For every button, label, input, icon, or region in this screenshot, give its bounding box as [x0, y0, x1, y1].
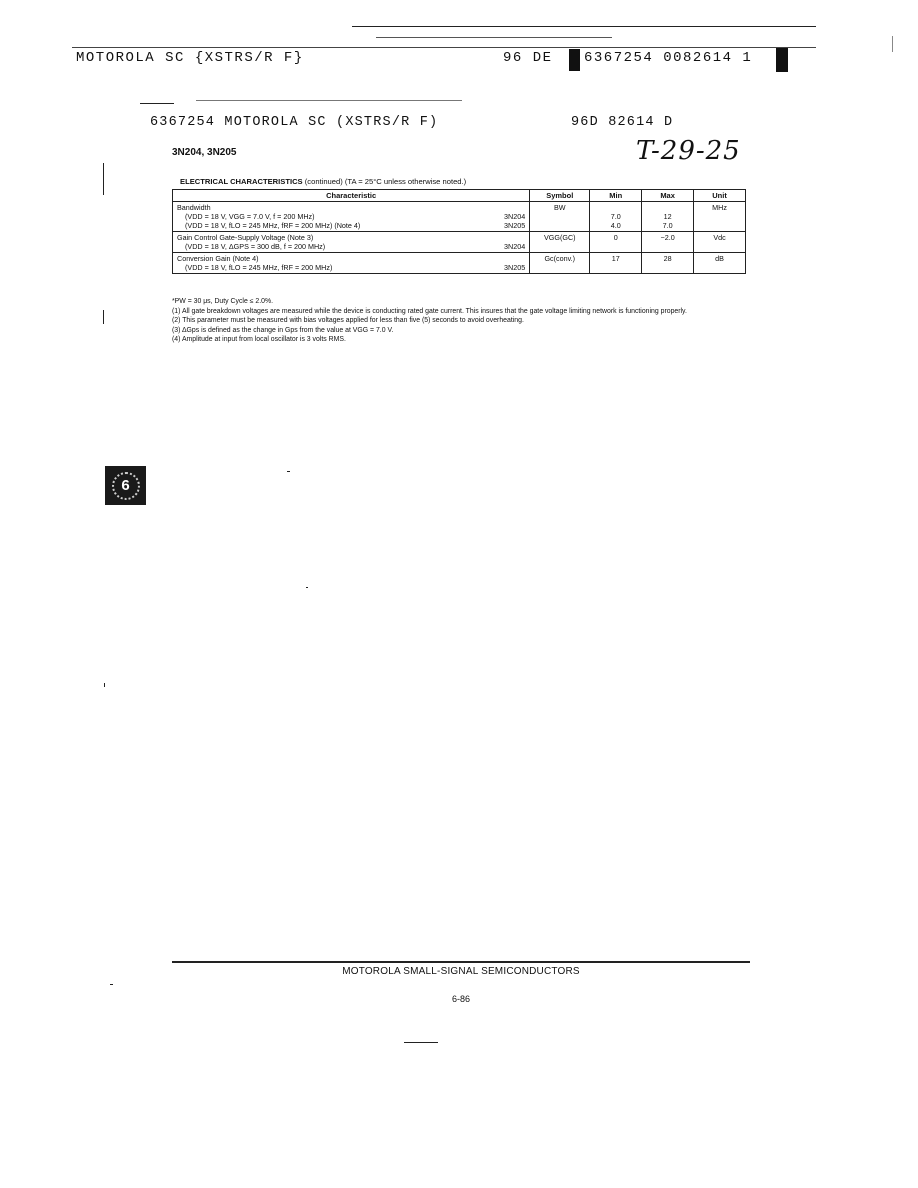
redaction-bar-right	[776, 48, 788, 72]
max-value: 12	[663, 212, 672, 221]
handwritten-code: T-29-25	[636, 136, 741, 166]
row-max: −2.0	[642, 232, 694, 253]
binding-mark	[103, 163, 104, 195]
footnote: (1) All gate breakdown voltages are measured while the device is conducting rated gate current. This insures that the gate voltage limiting network is functioning properly.	[172, 307, 687, 315]
condition-device: 3N204	[504, 242, 526, 251]
max-value: 7.0	[662, 221, 673, 230]
header-rule	[72, 47, 816, 48]
part-numbers: 3N204, 3N205	[172, 147, 237, 158]
col-header-max: Max	[642, 190, 694, 202]
table-row	[173, 232, 746, 253]
col-header-characteristic: Characteristic	[173, 190, 530, 202]
top-header-codes: 6367254 0082614 1	[584, 50, 753, 66]
row-symbol: Gc(conv.)	[530, 253, 590, 274]
condition-line	[177, 242, 525, 251]
footer-rule	[172, 961, 750, 963]
edge-mark	[892, 36, 893, 52]
condition-text: (VDD = 18 V, VGG = 7.0 V, f = 200 MHz)	[185, 212, 315, 221]
section-tab-number: 6	[112, 472, 140, 500]
col-header-symbol: Symbol	[530, 190, 590, 202]
section-tab	[105, 466, 146, 505]
footnote: (2) This parameter must be measured with bias voltages applied for less than five (5) seconds to avoid overheating.	[172, 317, 524, 325]
row-max: 28	[642, 253, 694, 274]
table-caption-conditions: (continued) (TA = 25°C unless otherwise noted.)	[304, 177, 467, 186]
scan-mark	[140, 103, 174, 104]
table-row	[173, 253, 746, 274]
condition-line	[177, 212, 525, 221]
characteristic-label: Conversion Gain (Note 4)	[177, 254, 259, 263]
table-caption	[180, 177, 466, 186]
table-caption-title: ELECTRICAL CHARACTERISTICS	[180, 177, 303, 186]
characteristic-label: Gain Control Gate-Supply Voltage (Note 3)	[177, 233, 314, 242]
row-characteristic	[173, 253, 530, 274]
row-unit: Vdc	[694, 232, 746, 253]
row-symbol: VGG(GC)	[530, 232, 590, 253]
row-characteristic	[173, 232, 530, 253]
row-characteristic	[173, 202, 530, 232]
scan-speck	[104, 683, 105, 687]
condition-line	[177, 221, 525, 230]
condition-text: (VDD = 18 V, fLO = 245 MHz, fRF = 200 MHz) (Note 4)	[185, 221, 361, 230]
footnote: (3) ΔGps is defined as the change in Gps from the value at VGG = 7.0 V.	[172, 326, 394, 334]
condition-device: 3N205	[504, 263, 526, 272]
min-value: 4.0	[610, 221, 621, 230]
table-header-row	[173, 190, 746, 202]
characteristic-label: Bandwidth	[177, 203, 211, 212]
top-rule	[352, 26, 816, 27]
binding-mark-2	[103, 310, 104, 324]
col-header-unit: Unit	[694, 190, 746, 202]
row-unit: MHz	[694, 202, 746, 232]
footnote: (4) Amplitude at input from local oscillator is 3 volts RMS.	[172, 336, 346, 344]
row-min: 17	[590, 253, 642, 274]
bottom-mark	[404, 1042, 438, 1043]
second-header-right: 96D 82614 D	[571, 115, 674, 130]
footnote: *PW = 30 μs, Duty Cycle ≤ 2.0%.	[172, 298, 274, 305]
row-symbol: BW	[530, 202, 590, 232]
condition-device: 3N204	[504, 212, 526, 221]
scan-speck	[306, 587, 308, 588]
top-header-right: 96 DE	[503, 50, 553, 66]
footnotes	[172, 297, 752, 345]
row-min	[590, 202, 642, 232]
second-header-left: 6367254 MOTOROLA SC (XSTRS/R F)	[150, 115, 439, 130]
min-value: 7.0	[610, 212, 621, 221]
condition-text: (VDD = 18 V, fLO = 245 MHz, fRF = 200 MHz)	[185, 263, 333, 272]
redaction-bar	[569, 49, 580, 71]
col-header-min: Min	[590, 190, 642, 202]
row-max	[642, 202, 694, 232]
scan-mark-2	[196, 100, 462, 101]
page-number: 6-86	[451, 994, 470, 1004]
row-min: 0	[590, 232, 642, 253]
condition-line	[177, 263, 525, 272]
condition-text: (VDD = 18 V, ΔGPS = 300 dB, f = 200 MHz)	[185, 242, 326, 251]
top-header-left: MOTOROLA SC {XSTRS/R F}	[76, 50, 304, 66]
scan-speck	[287, 471, 290, 472]
top-rule-dashed	[376, 37, 612, 38]
footer-title: MOTOROLA SMALL-SIGNAL SEMICONDUCTORS	[342, 966, 580, 977]
electrical-characteristics-table	[172, 189, 746, 274]
condition-device: 3N205	[504, 221, 526, 230]
row-unit: dB	[694, 253, 746, 274]
scan-speck	[110, 984, 113, 985]
table-row	[173, 202, 746, 232]
